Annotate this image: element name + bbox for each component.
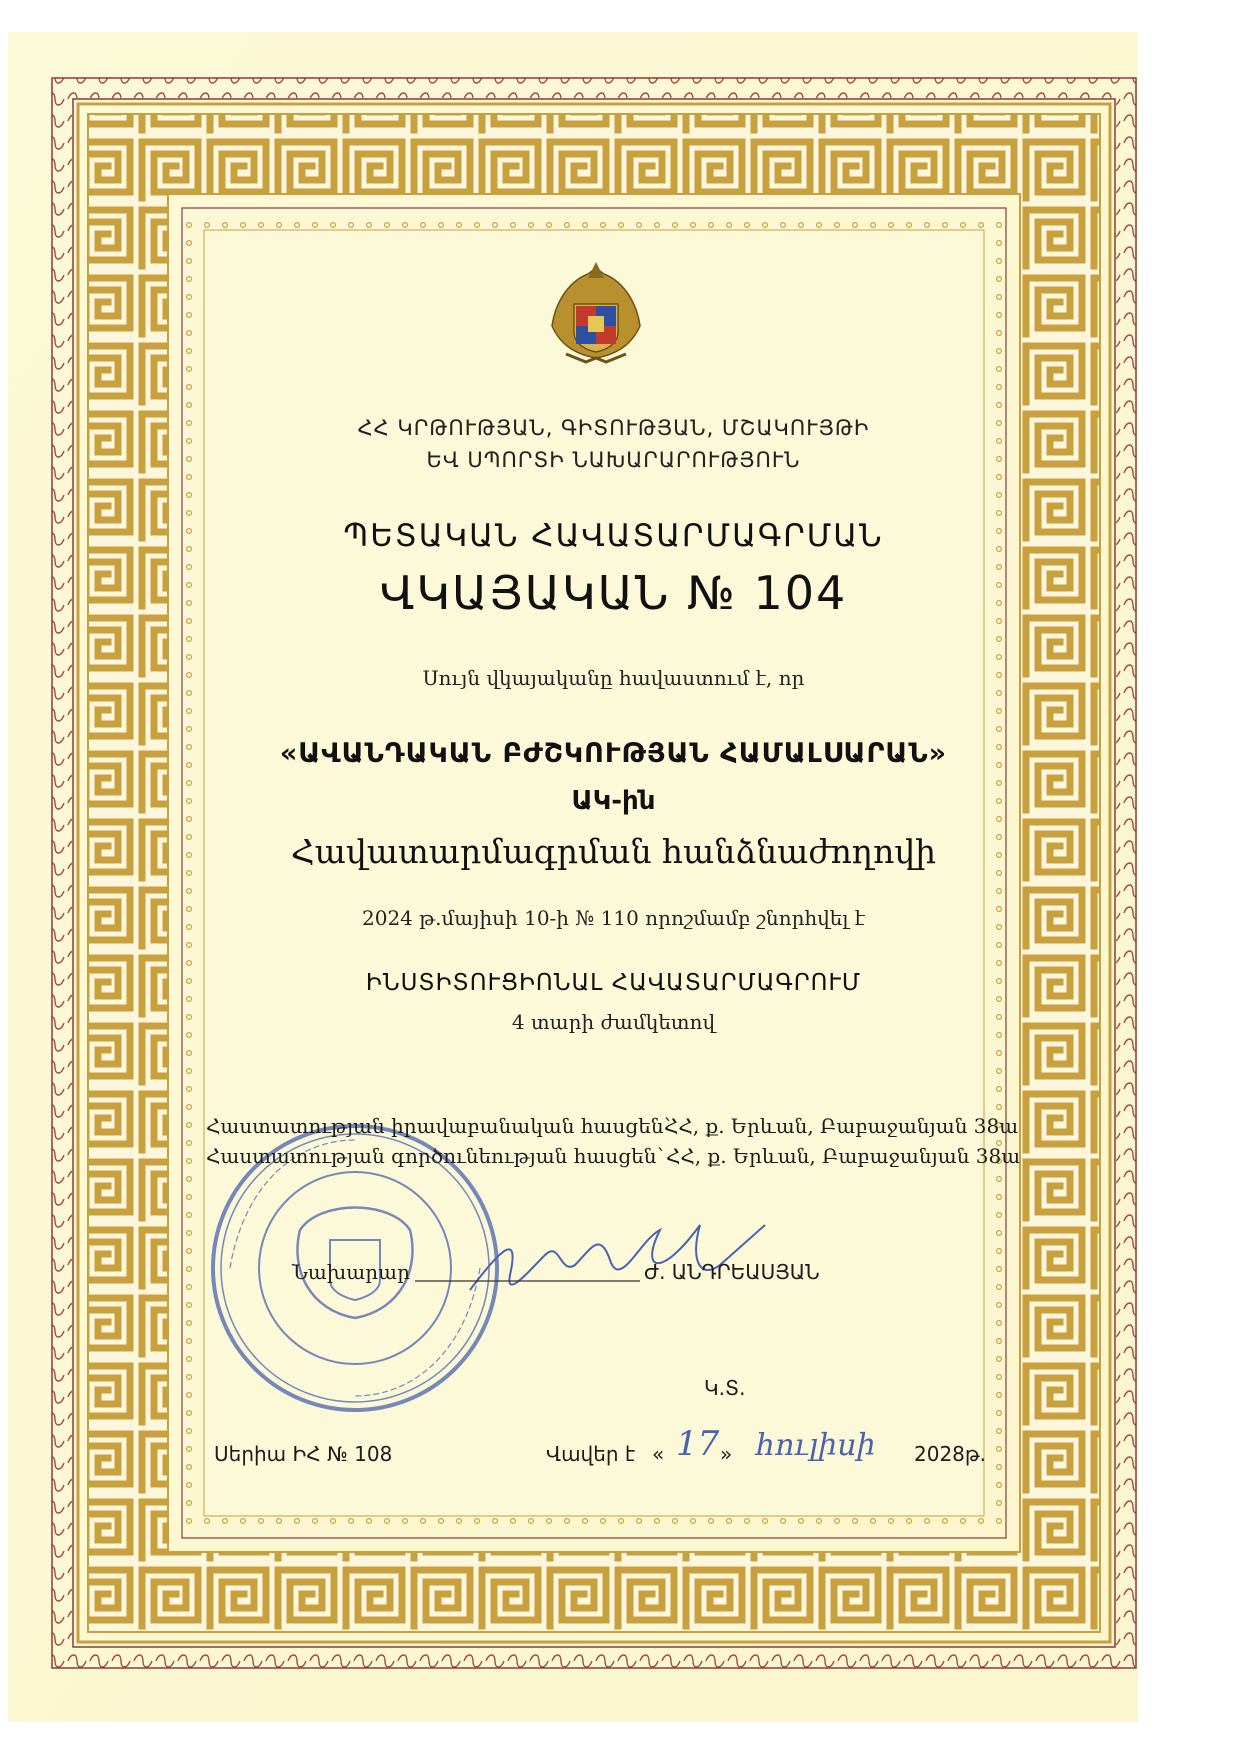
legal-address-label: Հաստատության իրավաբանական հասցեն՝ (206, 1114, 671, 1138)
valid-close-quote: » (720, 1442, 733, 1466)
organization-name: «ԱՎԱՆԴԱԿԱՆ ԲԺՇԿՈՒԹՅԱՆ ՀԱՄԱԼՍԱՐԱՆ» (279, 738, 948, 769)
valid-day-handwritten: 17 (676, 1424, 720, 1464)
valid-open-quote: « (652, 1442, 665, 1466)
legal-address-value: ՀՀ, ք. Երևան, Բաբաջանյան 38ա (664, 1114, 1019, 1138)
seal-mark: Կ.Տ. (704, 1376, 746, 1400)
decision-text: 2024 թ.մայիսի 10-ի № 110 որոշմամբ շնորհվել է (362, 906, 865, 930)
intro-text: Սույն վկայականը հավաստում է, որ (422, 666, 805, 690)
valid-year: 2028թ. (914, 1442, 987, 1466)
inner-dotted-border (182, 208, 1006, 1538)
signature-role: Նախարար (292, 1260, 411, 1284)
accreditation-term: 4 տարի ժամկետով (511, 1010, 716, 1034)
activity-address-label: Հաստատության գործունեության հասցեն՝ (206, 1144, 664, 1168)
valid-month-handwritten: հուլիսի (756, 1428, 876, 1463)
certificate-title-number: ՎԿԱՅԱԿԱՆ № 104 (379, 566, 848, 620)
activity-address-value: ՀՀ, ք. Երևան, Բաբաջանյան 38ա (666, 1144, 1021, 1168)
valid-until-prefix: Վավեր է (546, 1442, 636, 1466)
ministry-line-2: ԵՎ ՍՊՈՐՏԻ ՆԱԽԱՐԱՐՈՒԹՅՈՒՆ (426, 448, 801, 472)
commission-text: Հավատարմագրման հանձնաժողովի (290, 832, 937, 871)
series-number: Սերիա ԻՀ № 108 (214, 1442, 393, 1466)
organization-form: ԱԿ-ին (571, 786, 656, 816)
accreditation-type: ԻՆՍՏԻՏՈՒՑԻՈՆԱԼ ՀԱՎԱՏԱՐՄԱԳՐՈՒՄ (365, 970, 862, 996)
signatory-name: Ժ. ԱՆԴՐԵԱՍՅԱՆ (644, 1260, 820, 1284)
ministry-line-1: ՀՀ ԿՐԹՈՒԹՅԱՆ, ԳԻՏՈՒԹՅԱՆ, ՄՇԱԿՈՒՅԹԻ (357, 416, 870, 440)
certificate-title-line-1: ՊԵՏԱԿԱՆ ՀԱՎԱՏԱՐՄԱԳՐՄԱՆ (343, 518, 884, 554)
